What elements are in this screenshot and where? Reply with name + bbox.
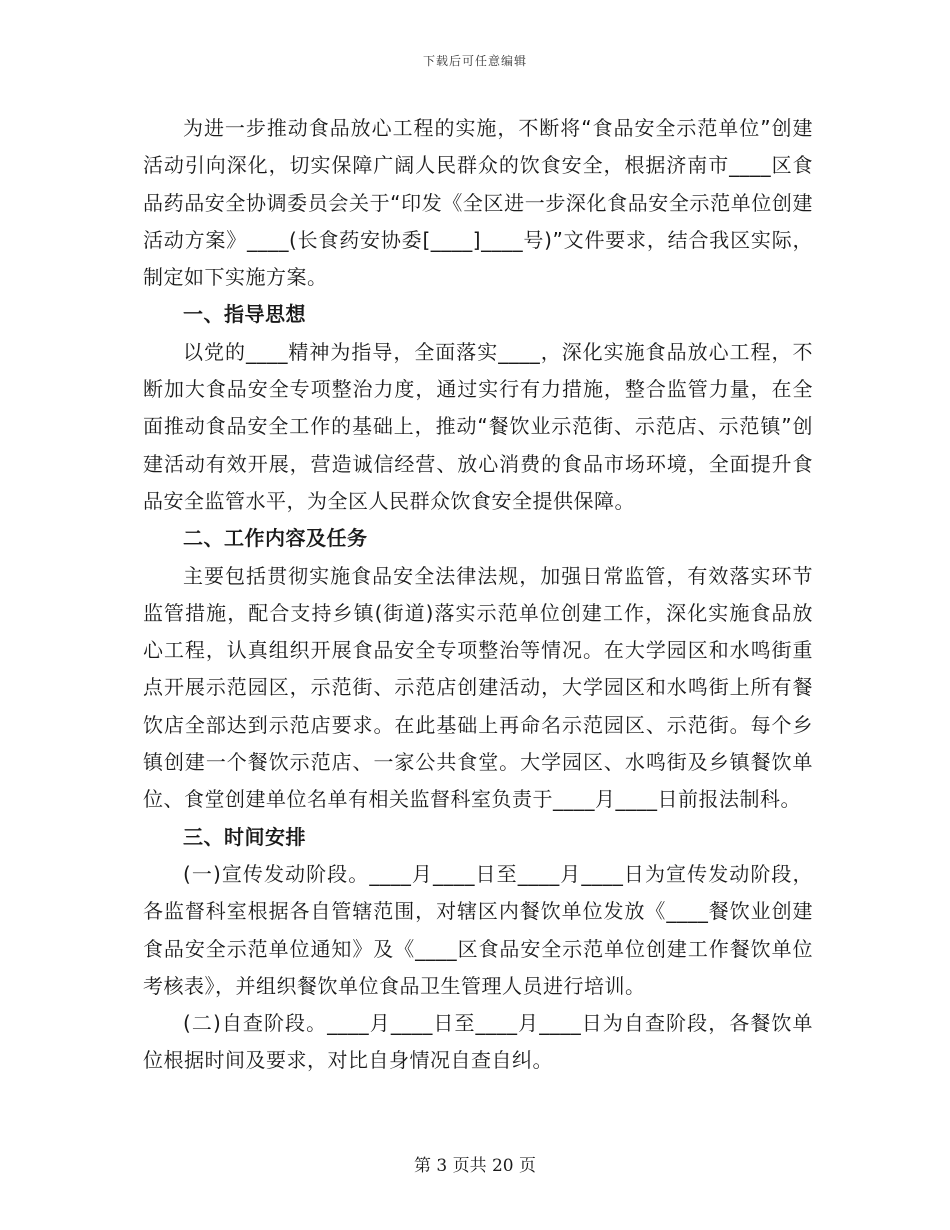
work-content-paragraph: 主要包括贯彻实施食品安全法律法规，加强日常监管，有效落实环节监管措施，配合支持乡镇(街道)落实示范单位创建工作，深化实施食品放心工程，认真组织开展食品安全专项整治等情况。在大学园区和水鸣街重点开展示范园区，示范街、示范店创建活动，大学园区和水鸣街上所有餐饮店全部达到示范店要求。在此基础上再命名示范园区、示范街。每个乡镇创建一个餐饮示范店、一家公共食堂。大学园区、水鸣街及乡镇餐饮单位、食堂创建单位名单有相关监督科室负责于____月____日前报法制科。 <box>143 563 813 812</box>
guiding-ideology-paragraph: 以党的____精神为指导，全面落实____，深化实施食品放心工程，不断加大食品安全专项整治力度，通过实行有力措施，整合监管力量，在全面推动食品安全工作的基础上，推动“餐饮业示范街、示范店、示范镇”创建活动有效开展，营造诚信经营、放心消费的食品市场环境，全面提升食品安全监管水平，为全区人民群众饮食安全提供保障。 <box>143 339 813 513</box>
schedule-self-check-paragraph: (二)自查阶段。____月____日至____月____日为自查阶段，各餐饮单位根据时间及要求，对比自身情况自查自纠。 <box>143 1011 813 1073</box>
page-header: 下载后可任意编辑 <box>422 54 527 68</box>
section-heading-work-content: 二、工作内容及任务 <box>183 526 368 551</box>
schedule-publicity-paragraph: (一)宣传发动阶段。____月____日至____月____日为宣传发动阶段，各监督科室根据各自管辖范围，对辖区内餐饮单位发放《____餐饮业创建食品安全示范单位通知》及《____区食品安全示范单位创建工作餐饮单位考核表》，并组织餐饮单位食品卫生管理人员进行培训。 <box>143 861 813 998</box>
intro-paragraph: 为进一步推动食品放心工程的实施，不断将“食品安全示范单位”创建活动引向深化，切实保障广阔人民群众的饮食安全，根据济南市____区食品药品安全协调委员会关于“印发《全区进一步深化食品安全示范单位创建活动方案》____(长食药安协委[____]____号)”文件要求，结合我区实际，制定如下实施方案。 <box>143 116 813 290</box>
section-heading-schedule: 三、时间安排 <box>183 824 306 849</box>
page-number: 第 3 页共 20 页 <box>413 1156 537 1176</box>
document-body <box>143 110 813 1080</box>
section-heading-guiding-ideology: 一、指导思想 <box>183 302 306 327</box>
